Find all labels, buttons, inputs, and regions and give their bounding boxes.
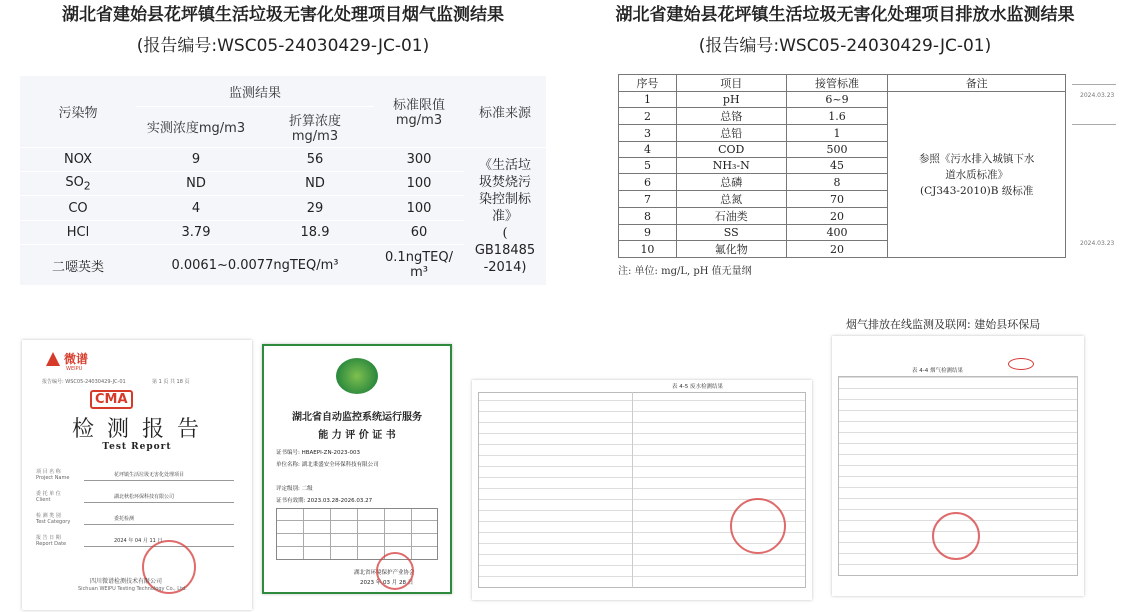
brand-name: 微谱 bbox=[64, 352, 89, 366]
certificate-number: 证书编号: HBAEPI-ZN-2023-003 bbox=[276, 450, 361, 456]
report-field: 项 目 名 称 Project Name 花坪镇生活垃圾无害化处理项目 bbox=[36, 468, 236, 482]
header-measured: 实测浓度mg/m3 bbox=[136, 107, 256, 148]
certificate-emblem-icon bbox=[336, 358, 378, 394]
report-field: 报 告 日 期 Report Date 2024 年 04 月 11 日 bbox=[36, 534, 236, 548]
flue-report-title: 表 4-4 烟气检测结果 bbox=[912, 368, 963, 374]
limit-cell: 0.1ngTEQ/ m³ bbox=[374, 245, 464, 286]
flue-gas-table bbox=[20, 76, 546, 286]
flue-report-seal-icon bbox=[932, 512, 980, 560]
header-no: 序号 bbox=[619, 75, 677, 92]
header-standard: 接管标准 bbox=[786, 75, 888, 92]
converted-cell: 56 bbox=[256, 147, 374, 171]
right-panel-subtitle: (报告编号:WSC05-24030429-JC-01) bbox=[698, 36, 992, 56]
table-row: 1 pH 6~9 参照《污水排入城镇下水 道水质标准》 (CJ343-2010)B 级标准 bbox=[619, 92, 1066, 108]
side-divider bbox=[1072, 84, 1116, 85]
highlight-circle-icon bbox=[1008, 358, 1034, 370]
certificate-issuer: 湖北省环境保护产业协会 bbox=[354, 570, 415, 576]
certificate-subheading: 能 力 评 价 证 书 bbox=[318, 430, 396, 441]
limit-cell: 300 bbox=[374, 147, 464, 171]
left-panel-title: 湖北省建始县花坪镇生活垃圾无害化处理项目烟气监测结果 bbox=[62, 5, 504, 25]
table-row: 4 COD 500 bbox=[619, 142, 1066, 158]
header-pollutant: 污染物 bbox=[20, 76, 136, 147]
remark-cell: 参照《污水排入城镇下水 道水质标准》 (CJ343-2010)B 级标准 bbox=[888, 92, 1066, 258]
certificate-unit: 单位名称: 湖北秉盛安全环保科技有限公司 bbox=[276, 462, 379, 468]
weipu-logo-icon bbox=[46, 352, 60, 366]
water-report-table bbox=[478, 392, 806, 588]
water-report-divider bbox=[632, 392, 633, 588]
report-footer-en: Sichuan WEIPU Testing Technology Co., Ltd. bbox=[78, 586, 187, 592]
right-panel-title: 湖北省建始县花坪镇生活垃圾无害化处理项目排放水监测结果 bbox=[615, 5, 1075, 25]
table-row: 7 总氮 70 bbox=[619, 191, 1066, 208]
measured-cell: 9 bbox=[136, 147, 256, 171]
certificate-grid bbox=[276, 508, 438, 560]
water-report-title: 表 4-5 废水检测结果 bbox=[672, 384, 723, 390]
brand-name-en: WEIPU bbox=[66, 366, 83, 372]
certificate-date: 2023 年 03 月 28 日 bbox=[360, 580, 414, 586]
table-row: 8 石油类 20 bbox=[619, 208, 1066, 225]
pollutant-cell: HCl bbox=[20, 220, 136, 244]
unit-note: 注: 单位: mg/L, pH 值无量纲 bbox=[618, 266, 752, 277]
cma-mark: CMA bbox=[90, 390, 133, 409]
table-row: 6 总磷 8 bbox=[619, 174, 1066, 191]
converted-cell: ND bbox=[256, 172, 374, 196]
limit-cell: 60 bbox=[374, 220, 464, 244]
measured-cell: 3.79 bbox=[136, 220, 256, 244]
table-row: 3 总铅 1 bbox=[619, 125, 1066, 142]
table-row: 5 NH₃-N 45 bbox=[619, 158, 1066, 174]
side-stamp-date: 2024.03.23 bbox=[1080, 92, 1115, 99]
pollutant-cell: $SO_2$ bbox=[20, 172, 136, 196]
certificate-document bbox=[262, 344, 452, 594]
side-divider bbox=[1072, 124, 1116, 125]
measured-cell: 0.0061~0.0077ngTEQ/m³ bbox=[136, 245, 374, 286]
limit-cell: 100 bbox=[374, 172, 464, 196]
header-limit: 标准限值 mg/m3 bbox=[374, 76, 464, 147]
report-heading-en: Test Report bbox=[102, 442, 172, 452]
header-remark: 备注 bbox=[888, 75, 1066, 92]
table-row bbox=[20, 147, 546, 171]
certificate-grade: 评定级别: 二级 bbox=[276, 486, 313, 492]
converted-cell: 29 bbox=[256, 196, 374, 220]
header-source: 标准来源 bbox=[464, 76, 546, 147]
measured-cell: ND bbox=[136, 172, 256, 196]
side-stamp-date: 2024.03.23 bbox=[1080, 240, 1115, 247]
measured-cell: 4 bbox=[136, 196, 256, 220]
flue-gas-report-document bbox=[832, 336, 1084, 596]
report-number: 报告编号: WSC05-24030429-JC-01 bbox=[42, 379, 126, 385]
report-field: 委 托 单 位 Client 湖北秋松环保科技有限公司 bbox=[36, 490, 236, 504]
online-monitoring-label: 烟气排放在线监测及联网: 建始县环保局 bbox=[846, 318, 1041, 331]
report-heading: 检 测 报 告 bbox=[72, 417, 202, 442]
left-panel-subtitle: (报告编号:WSC05-24030429-JC-01) bbox=[136, 36, 430, 56]
table-row: 2 总铬 1.6 bbox=[619, 108, 1066, 125]
pollutant-cell: CO bbox=[20, 196, 136, 220]
header-result: 监测结果 bbox=[136, 76, 374, 107]
header-item: 项目 bbox=[676, 75, 786, 92]
pollutant-cell: NOX bbox=[20, 147, 136, 171]
report-footer: 四川微谱检测技术有限公司 bbox=[90, 578, 163, 585]
pollutant-cell: 二噁英类 bbox=[20, 245, 136, 286]
converted-cell: 18.9 bbox=[256, 220, 374, 244]
test-report-document bbox=[22, 340, 252, 610]
wastewater-report-document bbox=[472, 380, 812, 600]
report-field: 检 测 类 别 Test Category 委托检测 bbox=[36, 512, 236, 526]
table-row: 9 SS 400 bbox=[619, 225, 1066, 241]
standard-source-cell: 《生活垃 圾焚烧污 染控制标 准》 ( GB18485 -2014) bbox=[464, 147, 546, 285]
water-report-seal-icon bbox=[730, 498, 786, 554]
table-row: 10 氟化物 20 bbox=[619, 241, 1066, 258]
limit-cell: 100 bbox=[374, 196, 464, 220]
header-converted: 折算浓度 mg/m3 bbox=[256, 107, 374, 148]
certificate-validity: 证书有效期: 2023.03.28-2026.03.27 bbox=[276, 498, 373, 504]
association-seal-icon bbox=[376, 552, 414, 590]
wastewater-table bbox=[618, 74, 1066, 258]
page-number: 第 1 页 共 18 页 bbox=[152, 379, 190, 385]
certificate-heading: 湖北省自动监控系统运行服务 bbox=[292, 412, 422, 423]
